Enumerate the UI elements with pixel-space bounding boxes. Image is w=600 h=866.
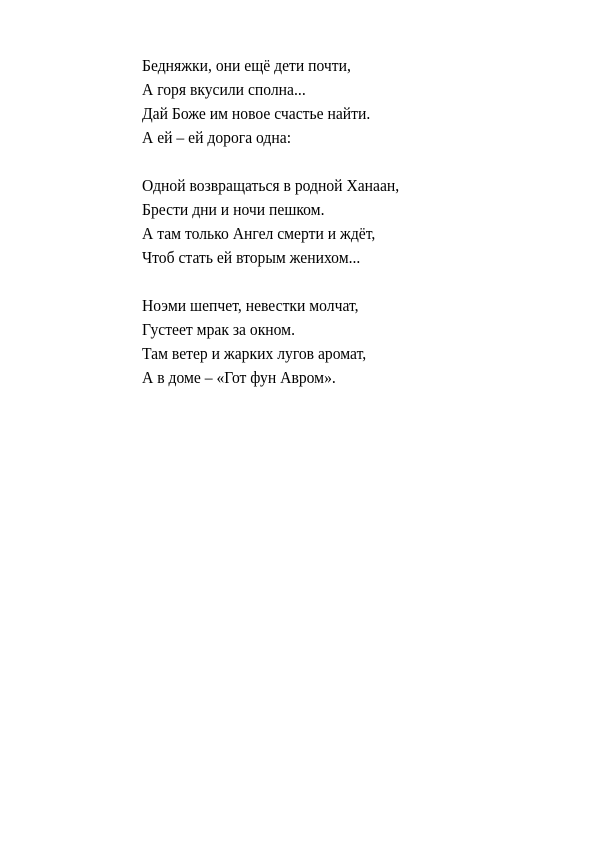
poem-line: Брести дни и ночи пешком. — [142, 200, 325, 219]
poem-line: А там только Ангел смерти и ждёт, — [142, 224, 376, 243]
poem-line: Бедняжки, они ещё дети почти, — [142, 56, 351, 75]
poem-line: А ей – ей дорога одна: — [142, 128, 292, 147]
poem-line: Там ветер и жарких лугов аромат, — [142, 344, 367, 363]
poem-text — [142, 54, 562, 414]
stanza-3 — [142, 294, 562, 390]
poem-line: Чтоб стать ей вторым женихом... — [142, 248, 361, 267]
poem-line: Ноэми шепчет, невестки молчат, — [142, 296, 359, 315]
poem-line: Дай Боже им новое счастье найти. — [142, 104, 371, 123]
stanza-1 — [142, 54, 562, 150]
poem-line: А в доме – «Гот фун Авром». — [142, 368, 336, 387]
poem-line: А горя вкусили сполна... — [142, 80, 306, 99]
poem-line: Одной возвращаться в родной Ханаан, — [142, 176, 400, 195]
poem-line: Густеет мрак за окном. — [142, 320, 295, 339]
stanza-2 — [142, 174, 562, 270]
